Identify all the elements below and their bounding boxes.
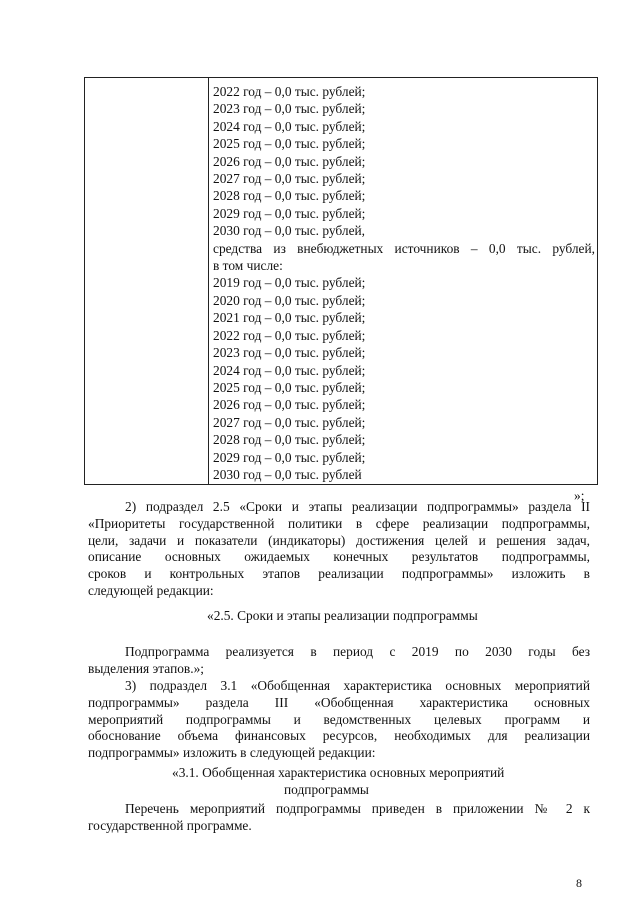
paragraph-line: подпрограммы» изложить в следующей редакции: <box>88 745 376 761</box>
extra-sources-line: средства из внебюджетных источников – 0,0 тыс. рублей, <box>213 240 595 256</box>
funding-line: 2019 год – 0,0 тыс. рублей; <box>213 275 366 291</box>
funding-line: 2022 год – 0,0 тыс. рублей; <box>213 327 366 343</box>
period-paragraph <box>88 644 590 678</box>
funding-line: 2027 год – 0,0 тыс. рублей; <box>213 414 366 430</box>
paragraph-line: следующей редакции: <box>88 582 214 598</box>
funding-line: 2024 год – 0,0 тыс. рублей; <box>213 362 366 378</box>
funding-line: 2027 год – 0,0 тыс. рублей; <box>213 171 366 187</box>
paragraph-line: Подпрограмма реализуется в период с 2019 по 2030 годы без <box>125 644 590 659</box>
paragraph-line: сроков и контрольных этапов реализации подпрограммы» изложить в <box>88 566 590 582</box>
item-2-paragraph <box>88 499 590 600</box>
in-total-line: в том числе: <box>213 258 283 274</box>
funding-line: 2029 год – 0,0 тыс. рублей; <box>213 449 366 465</box>
paragraph-line: «Приоритеты государственной политики в сфере реализации подпрограммы, <box>88 515 590 531</box>
funding-line: 2026 год – 0,0 тыс. рублей; <box>213 397 366 413</box>
funding-line: 2026 год – 0,0 тыс. рублей; <box>213 153 366 169</box>
funding-line: 2023 год – 0,0 тыс. рублей; <box>213 101 366 117</box>
paragraph-line: государственной программе. <box>88 817 252 833</box>
funding-line: 2023 год – 0,0 тыс. рублей; <box>213 345 366 361</box>
paragraph-line: Перечень мероприятий подпрограммы приведен в приложении № 2 к <box>125 801 590 816</box>
closing-quote: »; <box>574 488 585 503</box>
funding-line: 2025 год – 0,0 тыс. рублей; <box>213 379 366 395</box>
list-paragraph <box>88 801 590 835</box>
paragraph-line: 3) подраздел 3.1 «Обобщенная характеристика основных мероприятий <box>125 678 590 693</box>
paragraph-line: подпрограммы» раздела III «Обобщенная характеристика основных <box>88 694 590 710</box>
paragraph-line: мероприятий подпрограммы и ведомственных целевых программ и <box>88 711 590 727</box>
section-3-1-heading-line1: «3.1. Обобщенная характеристика основных мероприятий <box>172 765 505 780</box>
funding-line: 2021 год – 0,0 тыс. рублей; <box>213 310 366 326</box>
paragraph-line: выделения этапов.»; <box>88 660 205 676</box>
paragraph-line: 2) подраздел 2.5 «Сроки и этапы реализации подпрограммы» раздела II <box>125 499 590 514</box>
funding-line: 2025 год – 0,0 тыс. рублей; <box>213 136 366 152</box>
funding-line: 2028 год – 0,0 тыс. рублей; <box>213 188 366 204</box>
funding-line: 2029 год – 0,0 тыс. рублей; <box>213 205 366 221</box>
section-2-5-heading: «2.5. Сроки и этапы реализации подпрограммы <box>207 608 478 623</box>
section-3-1-heading-line2: подпрограммы <box>284 782 369 797</box>
funding-line: 2030 год – 0,0 тыс. рублей, <box>213 223 366 239</box>
funding-table <box>84 77 598 485</box>
funding-cell <box>213 83 595 483</box>
funding-line: 2024 год – 0,0 тыс. рублей; <box>213 118 366 134</box>
funding-line: 2022 год – 0,0 тыс. рублей; <box>213 84 366 99</box>
funding-line: 2030 год – 0,0 тыс. рублей <box>213 466 362 482</box>
paragraph-line: обоснование объема финансовых ресурсов, необходимых для реализации <box>88 728 590 744</box>
paragraph-line: цели, задачи и показатели (индикаторы) достижения целей и решения задач, <box>88 532 590 548</box>
page-number: 8 <box>576 876 582 890</box>
table-column-divider <box>208 78 209 484</box>
funding-line: 2020 год – 0,0 тыс. рублей; <box>213 292 366 308</box>
item-3-paragraph <box>88 678 590 762</box>
funding-line: 2028 год – 0,0 тыс. рублей; <box>213 432 366 448</box>
paragraph-line: описание основных ожидаемых конечных результатов подпрограммы, <box>88 549 590 565</box>
